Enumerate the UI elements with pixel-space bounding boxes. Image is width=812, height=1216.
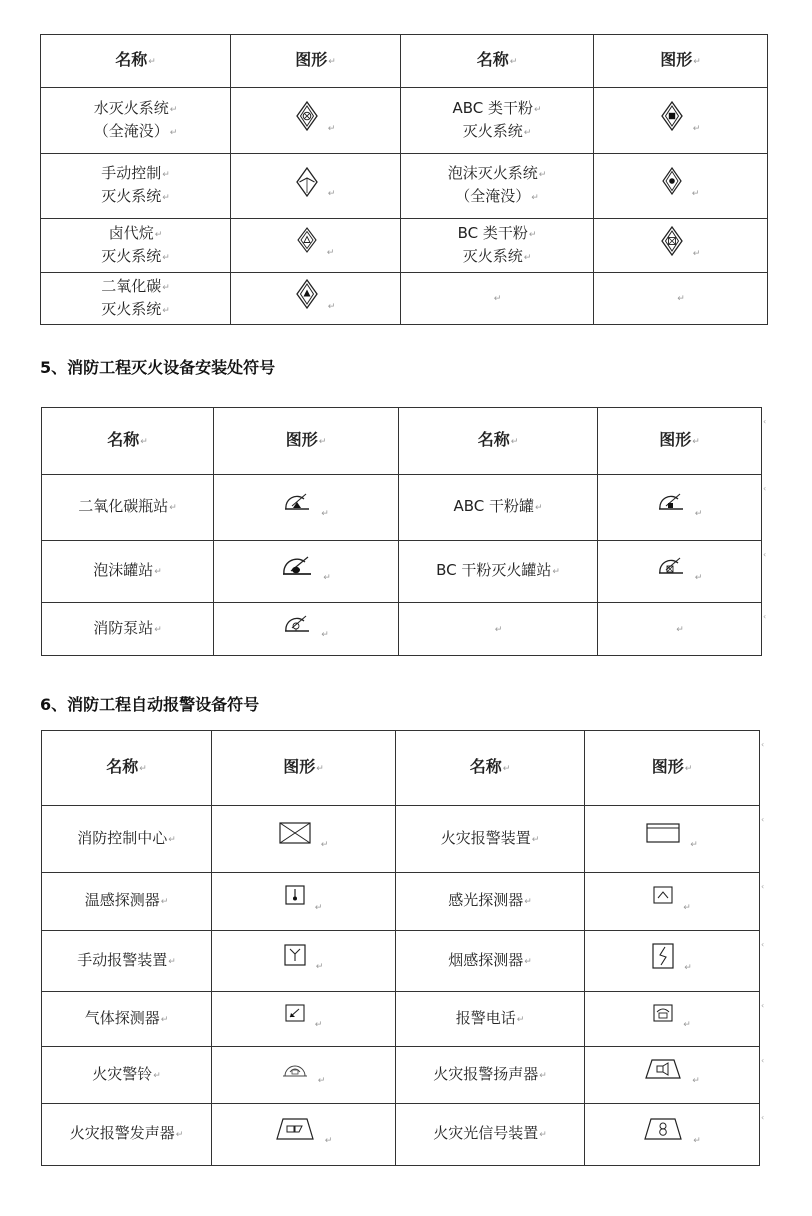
table-row (42, 541, 762, 603)
table-extinguishing-systems (40, 34, 768, 325)
station-pump-icon (283, 613, 311, 633)
light-signal-icon (643, 1117, 683, 1141)
cell-end-marker: ‹ (761, 1113, 765, 1122)
cell-symbol: ↵ (212, 873, 396, 931)
table-row (42, 873, 760, 931)
table-alarm-devices (41, 730, 760, 1166)
cell-name: 火灾报警扬声器↵ (396, 1047, 585, 1104)
cell-symbol: ↵ (231, 154, 401, 219)
diamond-triangle-outline-icon (297, 227, 317, 253)
cell-symbol: ↵ (231, 88, 401, 154)
cell-name: 消防控制中心↵ (42, 806, 212, 873)
cell-name: BC 类干粉↵ 灭火系统↵ (401, 219, 594, 273)
table-row (42, 931, 760, 992)
cell-name: 感光探测器↵ (396, 873, 585, 931)
cell-end-marker: ‹ (761, 1001, 765, 1010)
cell-empty: ↵ (594, 273, 768, 325)
header-name: 名称↵ (42, 408, 214, 475)
section-6-heading: 6、消防工程自动报警设备符号 (40, 695, 260, 714)
cell-name: 火灾报警装置↵ (396, 806, 585, 873)
cell-symbol: ↵ (585, 931, 760, 992)
panel-box-icon (646, 823, 680, 843)
smoke-detector-icon (652, 943, 674, 969)
header-symbol: 图形↵ (598, 408, 762, 475)
section-5-heading: 5、消防工程灭火设备安装处符号 (40, 358, 276, 377)
cell-name: ABC 干粉罐↵ (399, 475, 598, 541)
cell-end-marker: ‹ (763, 484, 767, 493)
cell-empty: ↵ (401, 273, 594, 325)
table-row (42, 1104, 760, 1166)
cell-name: 泡沫罐站↵ (42, 541, 214, 603)
station-filled-dot-icon (281, 554, 313, 576)
cell-name: 温感探测器↵ (42, 873, 212, 931)
cell-name: 泡沫灭火系统↵ （全淹没）↵ (401, 154, 594, 219)
header-name: 名称↵ (401, 35, 594, 88)
cell-end-marker: ‹ (763, 612, 767, 621)
table-row (41, 154, 768, 219)
cell-name: ABC 类干粉↵ 灭火系统↵ (401, 88, 594, 154)
cell-end-marker: ‹ (761, 940, 765, 949)
header-name: 名称↵ (41, 35, 231, 88)
header-symbol: 图形↵ (214, 408, 399, 475)
alarm-speaker-icon (644, 1058, 682, 1080)
table-row (41, 219, 768, 273)
cell-name: 火灾报警发声器↵ (42, 1104, 212, 1166)
cell-symbol: ↵ (212, 931, 396, 992)
cell-symbol: ↵ (212, 1104, 396, 1166)
diamond-boxed-x-icon (661, 226, 683, 256)
cell-symbol: ↵ (585, 873, 760, 931)
alarm-phone-icon (653, 1004, 673, 1022)
header-symbol: 图形↵ (231, 35, 401, 88)
table-header-row (42, 731, 760, 806)
diamond-circle-x-icon (296, 101, 318, 131)
gas-detector-icon (285, 1004, 305, 1022)
cell-empty: ↵ (399, 603, 598, 656)
cell-symbol: ↵ (585, 992, 760, 1047)
cell-symbol: ↵ (585, 806, 760, 873)
header-name: 名称↵ (399, 408, 598, 475)
cell-name: 二氧化碳瓶站↵ (42, 475, 214, 541)
table-row (42, 806, 760, 873)
cell-symbol: ↵ (214, 541, 399, 603)
header-symbol: 图形↵ (212, 731, 396, 806)
cell-symbol: ↵ (585, 1047, 760, 1104)
header-symbol: 图形↵ (594, 35, 768, 88)
table-extinguishing-equipment (41, 407, 762, 656)
fire-bell-icon (282, 1060, 308, 1078)
cell-name: 火灾警铃↵ (42, 1047, 212, 1104)
station-filled-triangle-icon (283, 491, 311, 511)
header-name: 名称↵ (42, 731, 212, 806)
table-row (42, 1047, 760, 1104)
cell-name: 气体探测器↵ (42, 992, 212, 1047)
cell-name: 烟感探测器↵ (396, 931, 585, 992)
cell-symbol: ↵ (214, 475, 399, 541)
table-header-row (42, 408, 762, 475)
cell-symbol: ↵ (598, 475, 762, 541)
cell-name: 手动报警装置↵ (42, 931, 212, 992)
cell-symbol: ↵ (214, 603, 399, 656)
cell-name: 消防泵站↵ (42, 603, 214, 656)
table-row (42, 475, 762, 541)
cell-name: 报警电话↵ (396, 992, 585, 1047)
cell-symbol: ↵ (212, 1047, 396, 1104)
alarm-sounder-icon (275, 1117, 315, 1141)
cell-name: 火灾光信号装置↵ (396, 1104, 585, 1166)
table-row (41, 273, 768, 325)
header-name: 名称↵ (396, 731, 585, 806)
cell-name: 手动控制↵ 灭火系统↵ (41, 154, 231, 219)
heat-detector-icon (285, 885, 305, 905)
manual-alarm-icon (284, 944, 306, 966)
cell-symbol: ↵ (231, 273, 401, 325)
table-row (42, 603, 762, 656)
cell-name: 水灭火系统↵ （全淹没）↵ (41, 88, 231, 154)
cell-end-marker: ‹ (761, 815, 765, 824)
cell-symbol: ↵ (231, 219, 401, 273)
cell-end-marker: ‹ (763, 550, 767, 559)
cell-empty: ↵ (598, 603, 762, 656)
header-symbol: 图形↵ (585, 731, 760, 806)
light-detector-icon (653, 886, 673, 904)
table-row (42, 992, 760, 1047)
diamond-filled-triangle-icon (296, 279, 318, 309)
diamond-chevron-icon (296, 167, 318, 197)
cell-symbol: ↵ (594, 154, 768, 219)
cell-name: 二氧化碳↵ 灭火系统↵ (41, 273, 231, 325)
diamond-filled-square-icon (661, 101, 683, 131)
cell-symbol: ↵ (594, 219, 768, 273)
table-header-row (41, 35, 768, 88)
station-filled-square-icon (657, 491, 685, 511)
cell-symbol: ↵ (598, 541, 762, 603)
cell-symbol: ↵ (212, 806, 396, 873)
diamond-dot-icon (662, 167, 682, 195)
cell-end-marker: ‹ (763, 417, 767, 426)
station-boxed-x-icon (657, 555, 685, 575)
envelope-box-icon (279, 822, 311, 844)
cell-symbol: ↵ (585, 1104, 760, 1166)
cell-name: BC 干粉灭火罐站↵ (399, 541, 598, 603)
cell-name: 卤代烷↵ 灭火系统↵ (41, 219, 231, 273)
cell-symbol: ↵ (594, 88, 768, 154)
table-row (41, 88, 768, 154)
cell-symbol: ↵ (212, 992, 396, 1047)
cell-end-marker: ‹ (761, 882, 765, 891)
cell-end-marker: ‹ (761, 1056, 765, 1065)
cell-end-marker: ‹ (761, 740, 765, 749)
